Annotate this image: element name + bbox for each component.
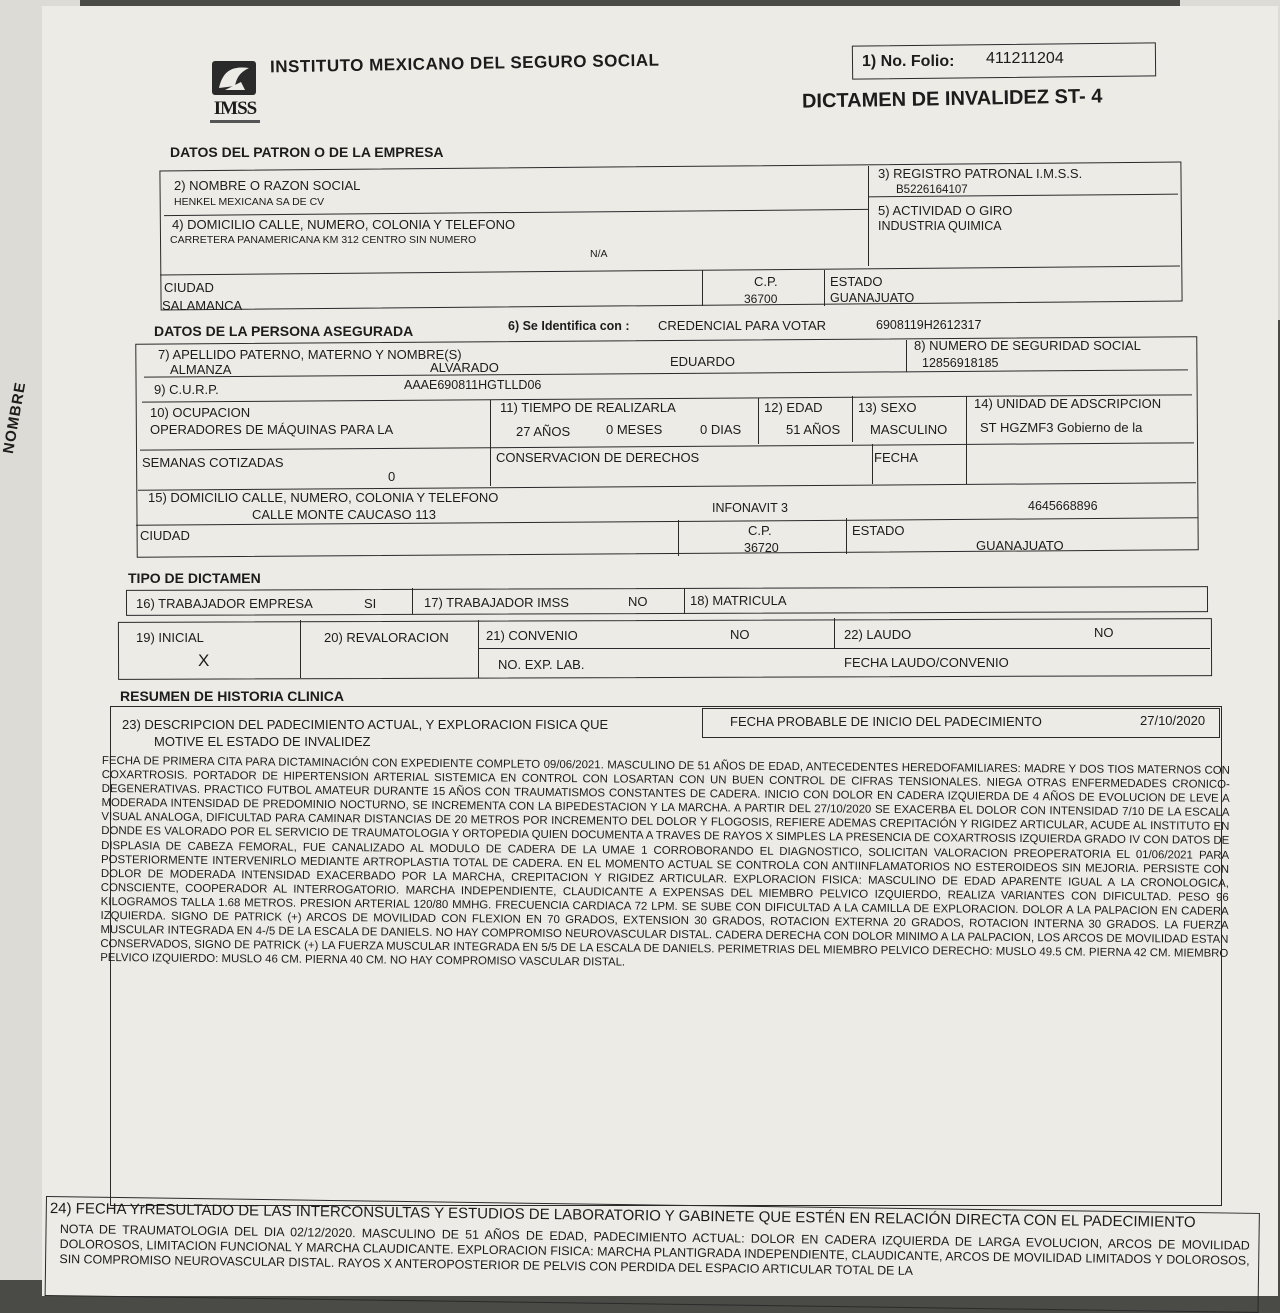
insured-colony-value: INFONAVIT 3 — [712, 501, 788, 515]
insured-unit-value: ST HGZMF3 Gobierno de la — [980, 420, 1143, 435]
insured-age-label: 12) EDAD — [764, 400, 823, 415]
inicial-mark: X — [198, 651, 210, 670]
dictamen-row2-box — [118, 618, 1212, 680]
dictamen-row2-hdiv — [478, 648, 1210, 649]
dictamen-row1-div1 — [412, 588, 413, 614]
insured-occupation-label: 10) OCUPACION — [150, 405, 251, 420]
insured-divider-v-sex — [852, 396, 853, 442]
insured-divider-v-fecha — [872, 444, 873, 484]
convenio-label: 21) CONVENIO — [486, 628, 578, 643]
inicial-label: 19) INICIAL — [136, 630, 204, 645]
results-label: 24) FECHA YrRESULTADO DE LAS INTERCONSULTAS Y ESTUDIOS DE LABORATORIO Y GABINETE QUE ESTÉN EN RELACIÓN DIRECTA CON EL PADECIMIENTO — [49, 1200, 1196, 1231]
insured-curp-value: AAAE690811HGTLLD06 — [404, 378, 542, 392]
insured-age-value: 51 AÑOS — [786, 422, 841, 437]
insured-rights-label: CONSERVACION DE DERECHOS — [496, 450, 700, 465]
insured-occupation-value: OPERADORES DE MÁQUINAS PARA LA — [150, 422, 394, 437]
employer-section-title: DATOS DEL PATRON O DE LA EMPRESA — [170, 144, 444, 160]
employer-phone-value: N/A — [590, 248, 608, 260]
exp-lab-label: NO. EXP. LAB. — [498, 657, 585, 672]
insured-id-label: 6) Se Identifica con : — [508, 319, 630, 333]
insured-nss-label: 8) NUMERO DE SEGURIDAD SOCIAL — [914, 338, 1141, 353]
dictamen-row2-div2 — [478, 620, 479, 678]
insured-divider-v-cp — [678, 520, 679, 556]
laudo-label: 22) LAUDO — [844, 627, 912, 642]
insured-date-label: FECHA — [874, 450, 919, 465]
insured-given-name: EDUARDO — [670, 354, 736, 369]
trab-empresa-value: SI — [364, 596, 377, 611]
insured-section-title: DATOS DE LA PERSONA ASEGURADA — [154, 323, 414, 339]
dictamen-row2-div3 — [834, 618, 835, 648]
revaloracion-label: 20) REVALORACION — [324, 630, 449, 645]
employer-city-label: CIUDAD — [164, 280, 214, 295]
employer-state-label: ESTADO — [830, 274, 883, 289]
insured-nss-value: 12856918185 — [922, 356, 999, 370]
employer-activity-value: INDUSTRIA QUIMICA — [878, 219, 1002, 233]
clinical-description: FECHA DE PRIMERA CITA PARA DICTAMINACIÓN CON EXPEDIENTE COMPLETO 09/06/2021. MASCULINO DE 51 AÑOS DE EDAD, ANTECEDENTES HEREDOFAMILIARES: MADRE Y DOS TIOS MATERNOS CON COXARTROSIS. PORTADOR DE HIPERTENSION ARTERIAL SISTEMICA EN CONTROL CON LOSARTAN CON UN BUEN CONTROL DE CIFRAS TENSIONALES. NIEGA OTRAS ENFERMEDADES CRONICO-DEGENERATIVAS. PRACTICO FUTBOL AMATEUR DURANTE 15 AÑOS CON TRAUMATISMOS CONSTANTES DE CADERA. INICIO CON DOLOR EN CADERA IZQUIERDA DE 4 AÑOS DE EVOLUCION DE LEVE A MODERADA INTENSIDAD DE PREDOMINIO NOCTURNO, SE INCREMENTA CON LA BIPEDESTACION Y LA MARCHA. A PARTIR DEL 27/10/2020 SE EXACERBA EL DOLOR CON INTENSIDAD 7/10 DE LA ESCALA VISUAL ANALOGA, DIFICULTAD PARA CAMINAR DISTANCIAS DE 20 METROS POR INCREMENTO DEL DOLOR Y FLOGOSIS, REFIERE ADEMAS CREPITACIÓN Y RIGIDEZ ARTICULAR, ACUDE AL INSTITUTO EN DONDE ES VALORADO POR EL SERVICIO DE TRAUMATOLOGIA Y ORTOPEDIA QUIEN DOCUMENTA A TRAVES DE RAYOS X SIMPLES LA PRESENCIA DE COXARTROSIS IZQUIERDA GRADO IV CON DATOS DE DISPLASIA DE CABEZA FEMORAL, FUE CANALIZADO AL MODULO DE CADERA DE LA UMAE 1 CORROBORANDO EL DIAGNOSTICO, SOLICITAN VALORACION PREOPERATORIA EL 01/06/2021 PARA POSTERIORMENTE INTERVENIRLO MEDIANTE ARTROPLASTIA TOTAL DE CADERA. EN EL MOMENTO ACTUAL SE CONTROLA CON ANTIINFLAMATORIOS NO ESTEROIDEOS SIN MEJORIA. PERSISTE CON DOLOR DE MODERADA INTENSIDAD EXACERBADO POR LA MARCHA, CREPITACION Y RIGIDEZ ARTICULAR. EXPLORACION FISICA: MASCULINO DE EDAD APARENTE IGUAL A LA CRONOLOGICA, CONSCIENTE, COOPERADOR AL INTERROGATORIO. MARCHA INDEPENDIENTE, CLAUDICANTE A EXPENSAS DEL MIEMBRO PELVICO IZQUIERDO, REALIZA VARIANTES CON DIFICULTAD. PESO 96 KILOGRAMOS TALLA 1.68 METROS. PRESION ARTERIAL 120/80 MMHG. FRECUENCIA CARDIACA 72 LPM. SE SUBE CON DIFICULTAD A LA CAMILLA DE EXPLORACION. DOLOR A LA PALPACION EN CADERA IZQUIERDA. SIGNO DE PATRICK (+) ARCOS DE MOVILIDAD CON FLEXION EN 70 GRADOS, EXTENSION 30 GRADOS, ROTACION EXTERNA 20 GRADOS, ROTACION INTERNA 30 GRADOS. LA FUERZA MUSCULAR INTEGRADA EN 4-/5 DE LA ESCALA DE DANIELS. NO HAY COMPROMISO NEUROVASCULAR DISTAL. CADERA DERECHA CON DOLOR MINIMO A LA PALPACION, LOS ARCOS DE MOVILIDAD ESTAN CONSERVADOS, SIGNO DE PATRICK (+) LA FUERZA MUSCULAR INTEGRADA EN 5/5 DE LA ESCALA DE DANIELS. PERIMETRIAS DEL MIEMBRO PELVICO DERECHO: MUSLO 49.5 CM. PIERNA 42 CM. MIEMBRO PELVICO IZQUIERDO: MUSLO 46 CM. PIERNA 40 CM. NO HAY COMPROMISO VASCULAR DISTAL. — [100, 754, 1230, 969]
insured-divider-v-nss — [906, 340, 907, 372]
folio-value: 411211204 — [986, 50, 1064, 67]
insured-divider-v-time — [490, 400, 491, 486]
insured-name-label: 7) APELLIDO PATERNO, MATERNO Y NOMBRE(S) — [158, 347, 462, 362]
trab-imss-value: NO — [628, 594, 648, 609]
insured-id-number: 6908119H2612317 — [876, 318, 982, 332]
trab-empresa-label: 16) TRABAJADOR EMPRESA — [136, 596, 313, 611]
clinical-section-title: RESUMEN DE HISTORIA CLINICA — [120, 688, 345, 704]
employer-cp-label: C.P. — [754, 274, 778, 289]
employer-registry-value: B5226164107 — [896, 184, 968, 196]
insured-sex-value: MASCULINO — [870, 422, 948, 437]
insured-address-label: 15) DOMICILIO CALLE, NUMERO, COLONIA Y TELEFONO — [148, 490, 499, 505]
logo-caption-line — [210, 120, 260, 123]
employer-city-value: SALAMANCA — [162, 298, 243, 313]
folio-label: 1) No. Folio: — [862, 53, 955, 70]
matricula-label: 18) MATRICULA — [690, 593, 787, 608]
employer-cp-value: 36700 — [744, 292, 778, 306]
insured-divider-v-state — [846, 518, 847, 554]
employer-activity-label: 5) ACTIVIDAD O GIRO — [878, 203, 1013, 218]
insured-id-type: CREDENCIAL PARA VOTAR — [658, 318, 827, 333]
insured-divider-v-age — [758, 398, 759, 444]
insured-city-label: CIUDAD — [140, 528, 190, 543]
insured-state-value: GUANAJUATO — [976, 538, 1064, 553]
dictamen-row1-div2 — [684, 588, 685, 614]
insured-time-months: 0 MESES — [606, 422, 663, 437]
insured-address-value: CALLE MONTE CAUCASO 113 — [252, 507, 436, 522]
insured-curp-label: 9) C.U.R.P. — [154, 382, 219, 397]
trab-imss-label: 17) TRABAJADOR IMSS — [424, 595, 569, 610]
onset-label: FECHA PROBABLE DE INICIO DEL PADECIMIENTO — [730, 714, 1042, 729]
insured-weeks-label: SEMANAS COTIZADAS — [142, 455, 284, 470]
employer-name-value: HENKEL MEXICANA SA DE CV — [174, 196, 325, 208]
employer-registry-label: 3) REGISTRO PATRONAL I.M.S.S. — [878, 166, 1083, 181]
institute-name: INSTITUTO MEXICANO DEL SEGURO SOCIAL — [269, 50, 660, 77]
insured-cp-value: 36720 — [744, 541, 779, 555]
laudo-value: NO — [1094, 625, 1114, 640]
description-label-2: MOTIVE EL ESTADO DE INVALIDEZ — [154, 734, 371, 749]
insured-phone-value: 4645668896 — [1028, 499, 1098, 513]
insured-weeks-value: 0 — [388, 469, 396, 484]
employer-name-label: 2) NOMBRE O RAZON SOCIAL — [174, 178, 361, 193]
dictamen-row2-div1 — [300, 620, 301, 678]
insured-unit-label: 14) UNIDAD DE ADSCRIPCION — [974, 396, 1162, 411]
document-title: DICTAMEN DE INVALIDEZ ST- 4 — [801, 85, 1103, 113]
insured-time-label: 11) TIEMPO DE REALIZARLA — [500, 400, 676, 415]
insured-surname2: ALVARADO — [430, 360, 499, 375]
description-label-1: 23) DESCRIPCION DEL PADECIMIENTO ACTUAL, Y EXPLORACION FISICA QUE — [122, 717, 609, 732]
side-tab-label: NOMBRE — [0, 380, 30, 455]
employer-divider-v1 — [868, 166, 869, 266]
insured-time-years: 27 AÑOS — [516, 424, 571, 439]
insured-divider-v-unit — [966, 396, 967, 484]
laudo-date-label: FECHA LAUDO/CONVENIO — [844, 655, 1009, 670]
insured-state-label: ESTADO — [852, 523, 905, 538]
employer-state-value: GUANAJUATO — [830, 291, 915, 305]
insured-sex-label: 13) SEXO — [858, 400, 917, 415]
employer-divider-v3 — [824, 270, 825, 306]
imss-logo — [204, 60, 266, 128]
results-text: NOTA DE TRAUMATOLOGIA DEL DIA 02/12/2020. MASCULINO DE 51 AÑOS DE EDAD, PADECIMIENTO ACTUAL: DOLOR EN CADERA IZQUIERDA DE LARGA EVOLUCION, ARCOS DE MOVILIDAD DOLOROSOS, LIMITACION FUNCIONAL Y MARCHA CLAUDICANTE. EXPLORACION FISICA: MARCHA PLANTIGRADA INDEPENDIENTE, CLAUDICANTE, ARCOS DE MOVILIDAD LIMITADOS Y DOLOROSOS, SIN COMPROMISO NEUROVASCULAR DISTAL. RAYOS X ANTEROPOSTERIOR DE PELVIS CON PERDIDA DEL ESPACIO ARTICULAR TOTAL DE LA — [59, 1222, 1250, 1278]
eagle-emblem-icon — [211, 60, 257, 96]
insured-time-days: 0 DIAS — [700, 422, 742, 437]
employer-divider-v2 — [702, 270, 703, 306]
onset-value: 27/10/2020 — [1140, 713, 1206, 728]
insured-cp-label: C.P. — [748, 523, 772, 538]
dictamen-section-title: TIPO DE DICTAMEN — [128, 570, 261, 586]
employer-address-value: CARRETERA PANAMERICANA KM 312 CENTRO SIN NUMERO — [170, 234, 477, 246]
convenio-value: NO — [730, 627, 750, 642]
insured-surname1: ALMANZA — [170, 362, 232, 377]
logo-text: IMSS — [213, 98, 257, 119]
employer-address-label: 4) DOMICILIO CALLE, NUMERO, COLONIA Y TELEFONO — [172, 217, 516, 232]
